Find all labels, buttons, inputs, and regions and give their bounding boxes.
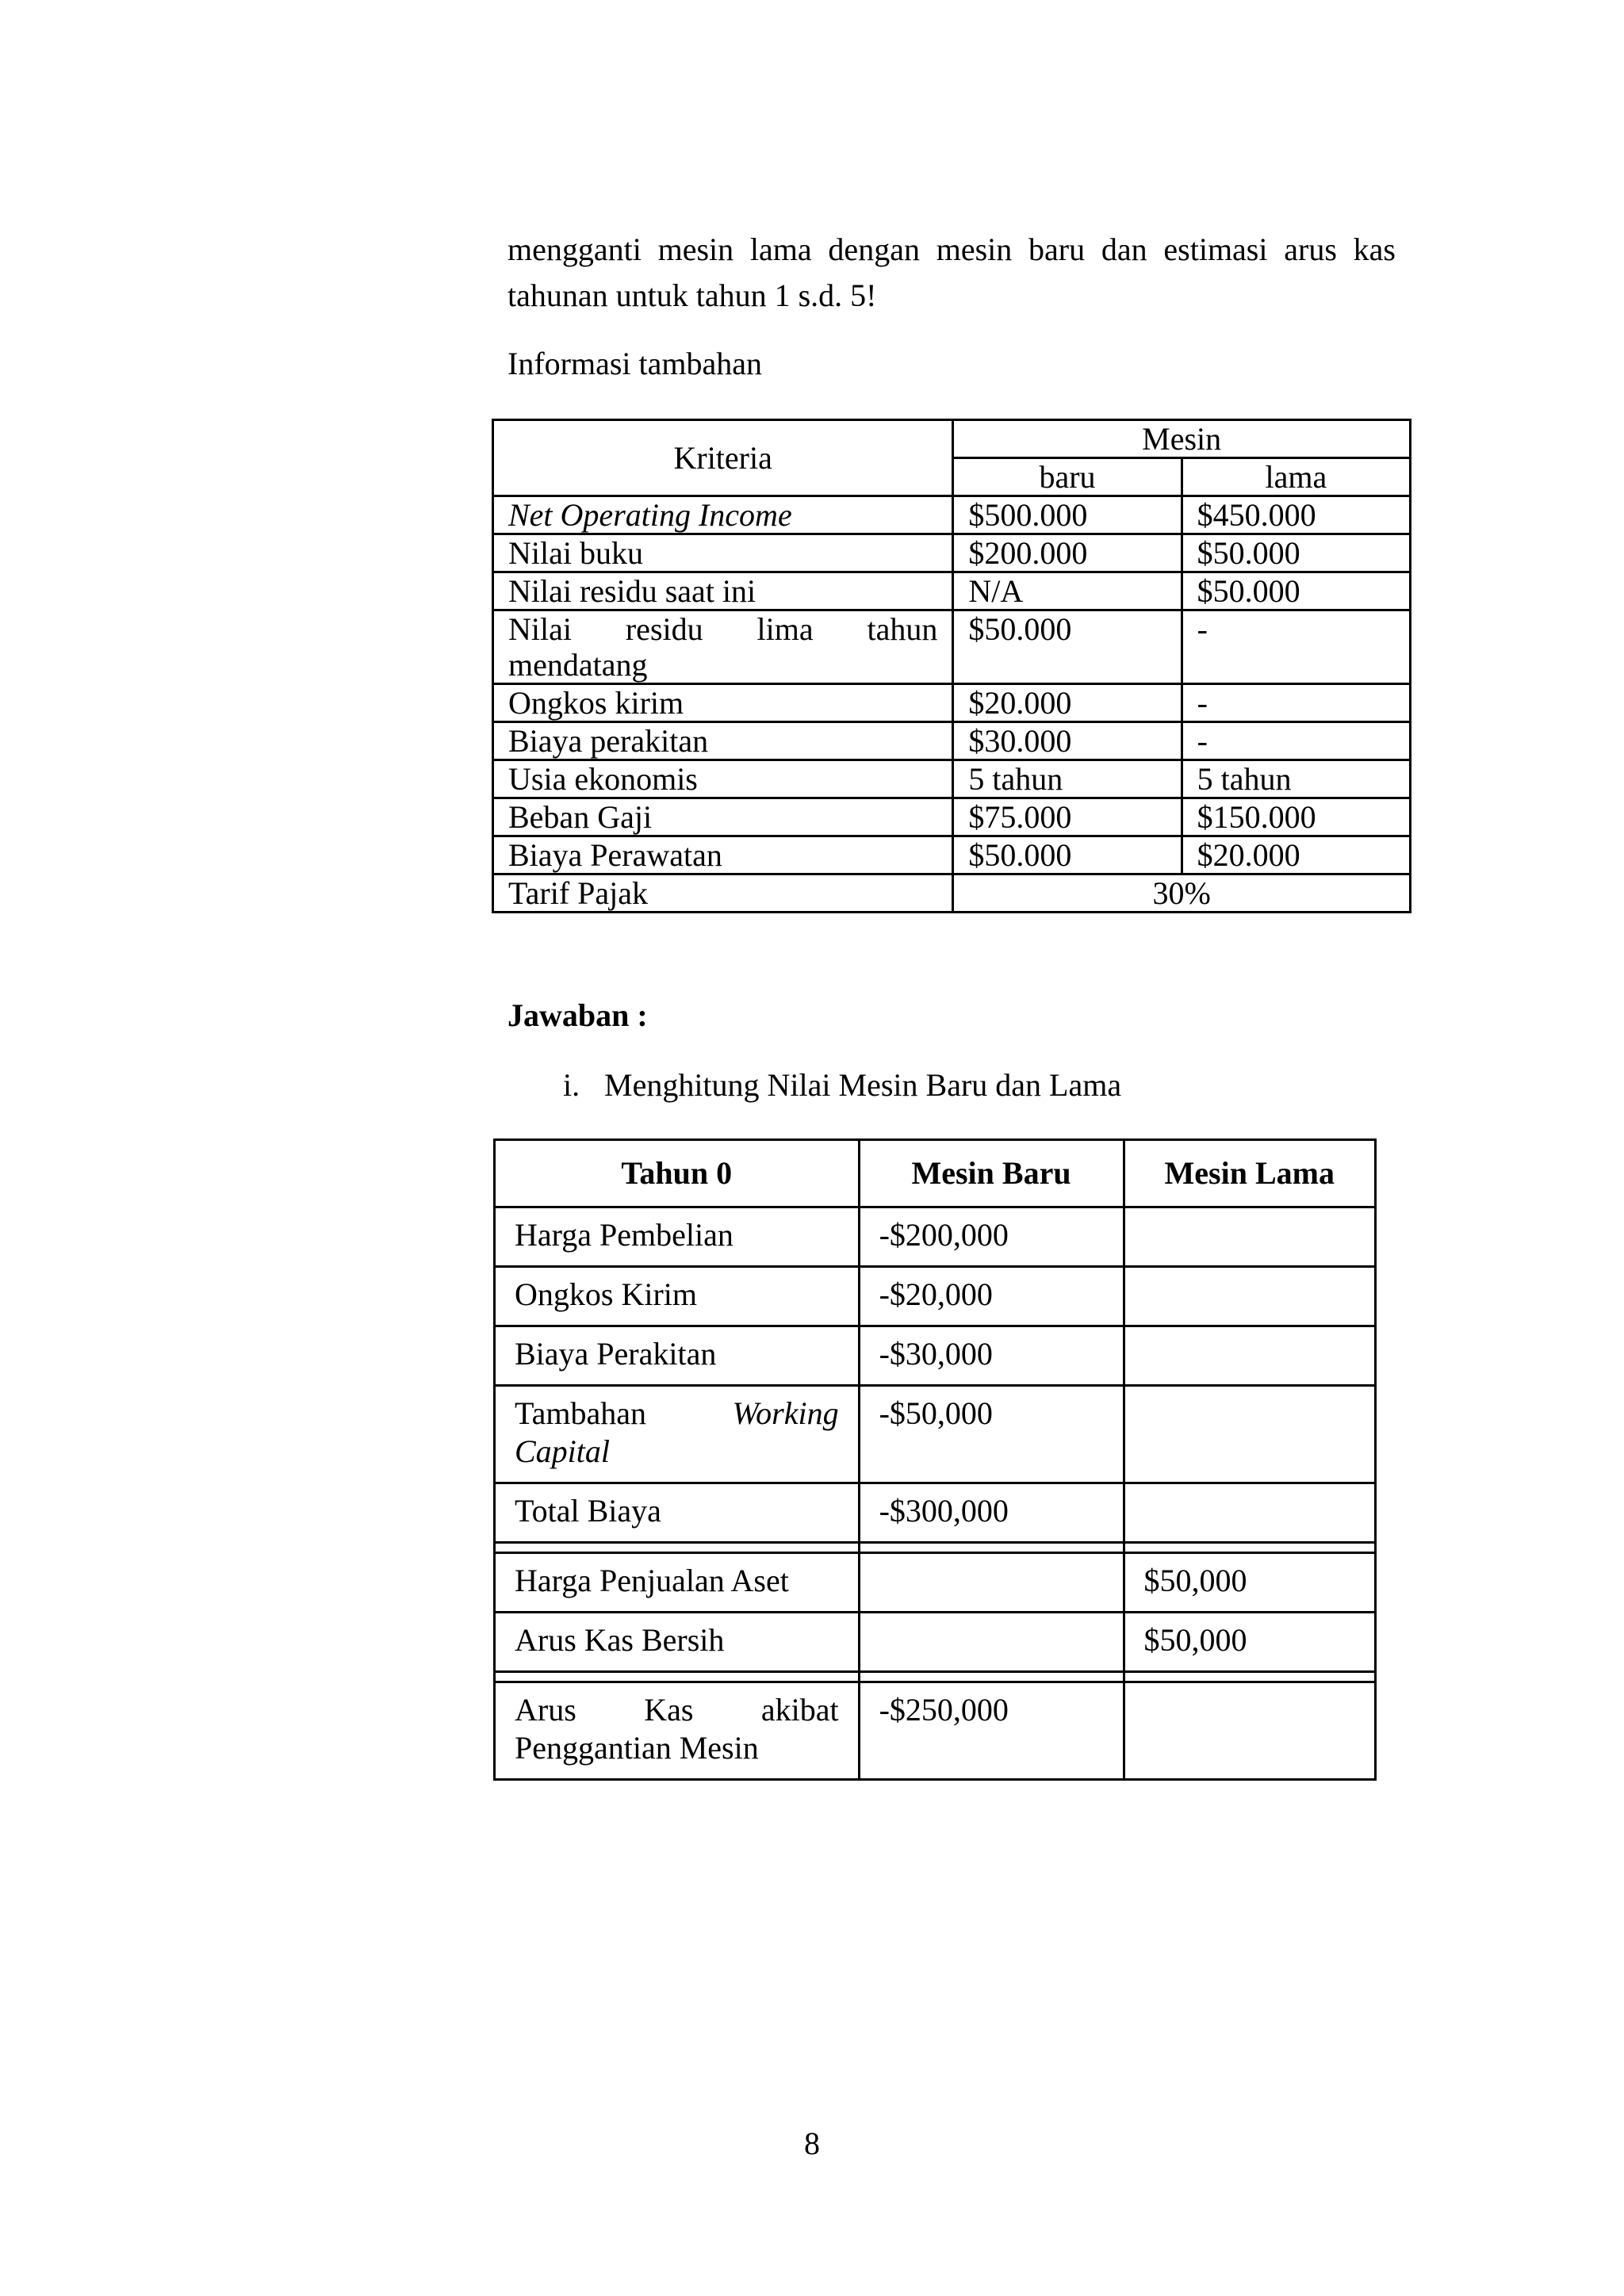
page-number: 8 bbox=[804, 2126, 820, 2161]
value-lama bbox=[1124, 1326, 1376, 1386]
step-number: i. bbox=[563, 1067, 580, 1103]
value-baru: -$300,000 bbox=[859, 1483, 1124, 1543]
spacer-row bbox=[495, 1543, 1376, 1553]
row-label: Nilai residu saat ini bbox=[493, 572, 953, 610]
row-label: Arus Kas Bersih bbox=[495, 1613, 860, 1672]
row-label bbox=[495, 1682, 860, 1780]
value-baru: 5 tahun bbox=[953, 760, 1182, 798]
row-label bbox=[493, 610, 953, 684]
row-label: Beban Gaji bbox=[493, 798, 953, 836]
spacer-cell bbox=[859, 1543, 1124, 1553]
value-lama: $450.000 bbox=[1182, 496, 1410, 534]
value-baru: -$30,000 bbox=[859, 1326, 1124, 1386]
row-label-line-2: mendatang bbox=[508, 647, 648, 683]
value-lama: $50,000 bbox=[1124, 1613, 1376, 1672]
table-row bbox=[493, 572, 1411, 610]
table-row bbox=[495, 1267, 1376, 1326]
info-table bbox=[492, 419, 1411, 913]
value-lama: $50,000 bbox=[1124, 1553, 1376, 1613]
spacer-cell bbox=[1124, 1543, 1376, 1553]
spacer-cell bbox=[495, 1672, 860, 1682]
tarif-label: Tarif Pajak bbox=[493, 874, 953, 913]
row-label-line-1 bbox=[515, 1395, 839, 1433]
tarif-value: 30% bbox=[953, 874, 1411, 913]
table-row bbox=[493, 760, 1411, 798]
header-mesin-baru: Mesin Baru bbox=[859, 1140, 1124, 1207]
value-lama: $150.000 bbox=[1182, 798, 1410, 836]
table-row bbox=[493, 610, 1411, 684]
row-label-italic: Working bbox=[732, 1395, 839, 1431]
header-baru: baru bbox=[953, 458, 1182, 496]
header-lama: lama bbox=[1182, 458, 1410, 496]
value-lama: $20.000 bbox=[1182, 836, 1410, 874]
intro-line-1: mengganti mesin lama dengan mesin baru dan estimasi arus kas bbox=[508, 232, 1396, 267]
row-label-line-1: Nilai residu lima tahun bbox=[508, 611, 938, 647]
header-tahun: Tahun 0 bbox=[495, 1140, 860, 1207]
jawaban-heading: Jawaban : bbox=[508, 997, 648, 1033]
table-row bbox=[495, 1207, 1376, 1267]
value-baru: $75.000 bbox=[953, 798, 1182, 836]
value-baru: -$200,000 bbox=[859, 1207, 1124, 1267]
value-baru: $50.000 bbox=[953, 610, 1182, 684]
value-baru: $50.000 bbox=[953, 836, 1182, 874]
row-label: Net Operating Income bbox=[493, 496, 953, 534]
table-row bbox=[495, 1553, 1376, 1613]
value-baru: -$250,000 bbox=[859, 1682, 1124, 1780]
row-label: Biaya Perakitan bbox=[495, 1326, 860, 1386]
calculation-table bbox=[493, 1138, 1377, 1781]
value-baru: $30.000 bbox=[953, 722, 1182, 760]
table-row bbox=[493, 496, 1411, 534]
value-baru: $200.000 bbox=[953, 534, 1182, 572]
value-baru: -$20,000 bbox=[859, 1267, 1124, 1326]
row-label: Ongkos kirim bbox=[493, 684, 953, 722]
spacer-row bbox=[495, 1672, 1376, 1682]
value-baru bbox=[859, 1553, 1124, 1613]
row-label bbox=[495, 1386, 860, 1483]
table-row bbox=[495, 1483, 1376, 1543]
table-row bbox=[493, 534, 1411, 572]
spacer-cell bbox=[859, 1672, 1124, 1682]
table-row bbox=[493, 684, 1411, 722]
value-lama bbox=[1124, 1267, 1376, 1326]
table-row bbox=[495, 1386, 1376, 1483]
table-row bbox=[495, 1326, 1376, 1386]
table-row bbox=[493, 798, 1411, 836]
step-heading bbox=[563, 1062, 1121, 1108]
row-label: Nilai buku bbox=[493, 534, 953, 572]
value-baru: $500.000 bbox=[953, 496, 1182, 534]
header-kriteria: Kriteria bbox=[493, 420, 953, 496]
value-baru: N/A bbox=[953, 572, 1182, 610]
table-row bbox=[493, 874, 1411, 913]
row-label: Harga Pembelian bbox=[495, 1207, 860, 1267]
row-label: Usia ekonomis bbox=[493, 760, 953, 798]
row-label: Biaya Perawatan bbox=[493, 836, 953, 874]
table-row bbox=[495, 1682, 1376, 1780]
step-text: Menghitung Nilai Mesin Baru dan Lama bbox=[604, 1067, 1122, 1103]
table-row bbox=[493, 836, 1411, 874]
value-baru: -$50,000 bbox=[859, 1386, 1124, 1483]
row-label-line-2: Penggantian Mesin bbox=[515, 1730, 759, 1766]
row-label: Ongkos Kirim bbox=[495, 1267, 860, 1326]
intro-line-2: tahunan untuk tahun 1 s.d. 5! bbox=[508, 277, 877, 313]
value-lama bbox=[1124, 1207, 1376, 1267]
header-mesin: Mesin bbox=[953, 420, 1411, 458]
spacer-cell bbox=[1124, 1672, 1376, 1682]
value-lama: $50.000 bbox=[1182, 534, 1410, 572]
value-lama: - bbox=[1182, 722, 1410, 760]
value-lama: - bbox=[1182, 684, 1410, 722]
value-lama bbox=[1124, 1386, 1376, 1483]
value-baru bbox=[859, 1613, 1124, 1672]
info-heading: Informasi tambahan bbox=[508, 346, 762, 381]
value-lama: - bbox=[1182, 610, 1410, 684]
row-label: Total Biaya bbox=[495, 1483, 860, 1543]
value-lama: 5 tahun bbox=[1182, 760, 1410, 798]
row-label-line-2: Capital bbox=[515, 1433, 611, 1469]
value-lama bbox=[1124, 1483, 1376, 1543]
value-lama bbox=[1124, 1682, 1376, 1780]
row-label: Harga Penjualan Aset bbox=[495, 1553, 860, 1613]
row-label: Biaya perakitan bbox=[493, 722, 953, 760]
table-row bbox=[493, 722, 1411, 760]
value-baru: $20.000 bbox=[953, 684, 1182, 722]
header-mesin-lama: Mesin Lama bbox=[1124, 1140, 1376, 1207]
value-lama: $50.000 bbox=[1182, 572, 1410, 610]
table-row bbox=[495, 1613, 1376, 1672]
spacer-cell bbox=[495, 1543, 860, 1553]
row-label-line-1: Arus Kas akibat bbox=[515, 1692, 839, 1728]
header-row bbox=[495, 1140, 1376, 1207]
row-label-plain: Tambahan bbox=[515, 1395, 647, 1431]
